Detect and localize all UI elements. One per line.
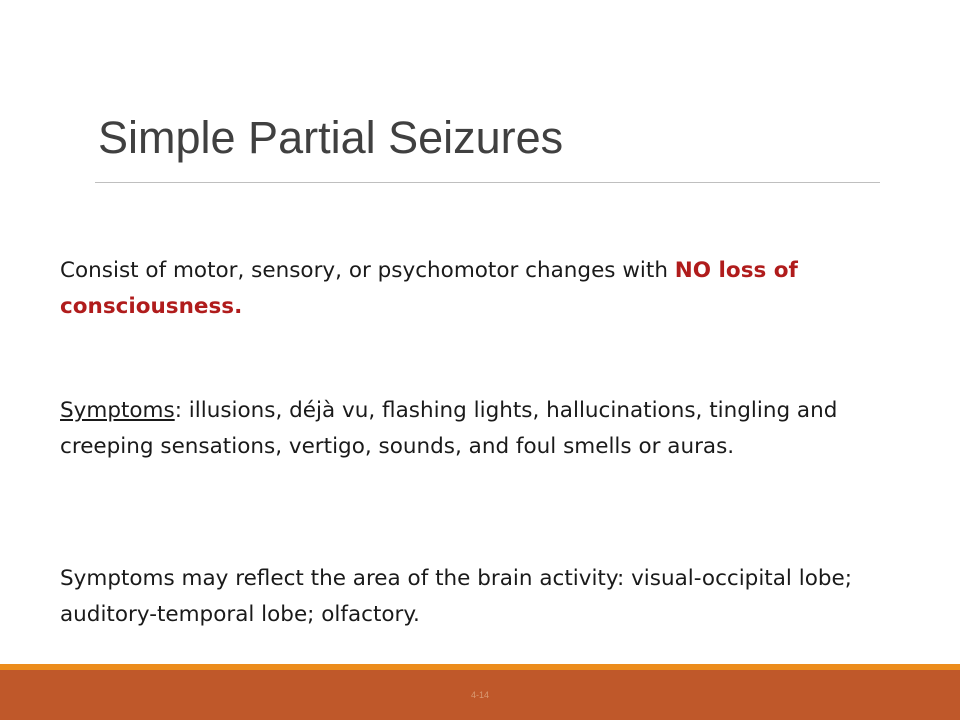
body-paragraph-consist [60, 253, 905, 325]
symptoms-heading: Symptoms [60, 398, 175, 423]
title-divider [95, 182, 880, 183]
slide-number: 4-14 [470, 690, 489, 700]
paragraph-text: Consist of motor, sensory, or psychomotor changes with [60, 258, 675, 283]
body-paragraph-symptoms [60, 393, 905, 465]
paragraph-text: Symptoms may reflect the area of the brain activity: visual-occipital lobe; auditory-temporal lobe; olfactory. [60, 566, 852, 627]
paragraph-text: : illusions, déjà vu, flashing lights, hallucinations, tingling and creeping sensations, vertigo, sounds, and foul smells or auras. [60, 398, 838, 459]
slide-title: Simple Partial Seizures [98, 112, 564, 163]
body-paragraph-brain-areas [60, 561, 905, 633]
emphasis-text: NO loss of consciousness. [60, 258, 798, 319]
